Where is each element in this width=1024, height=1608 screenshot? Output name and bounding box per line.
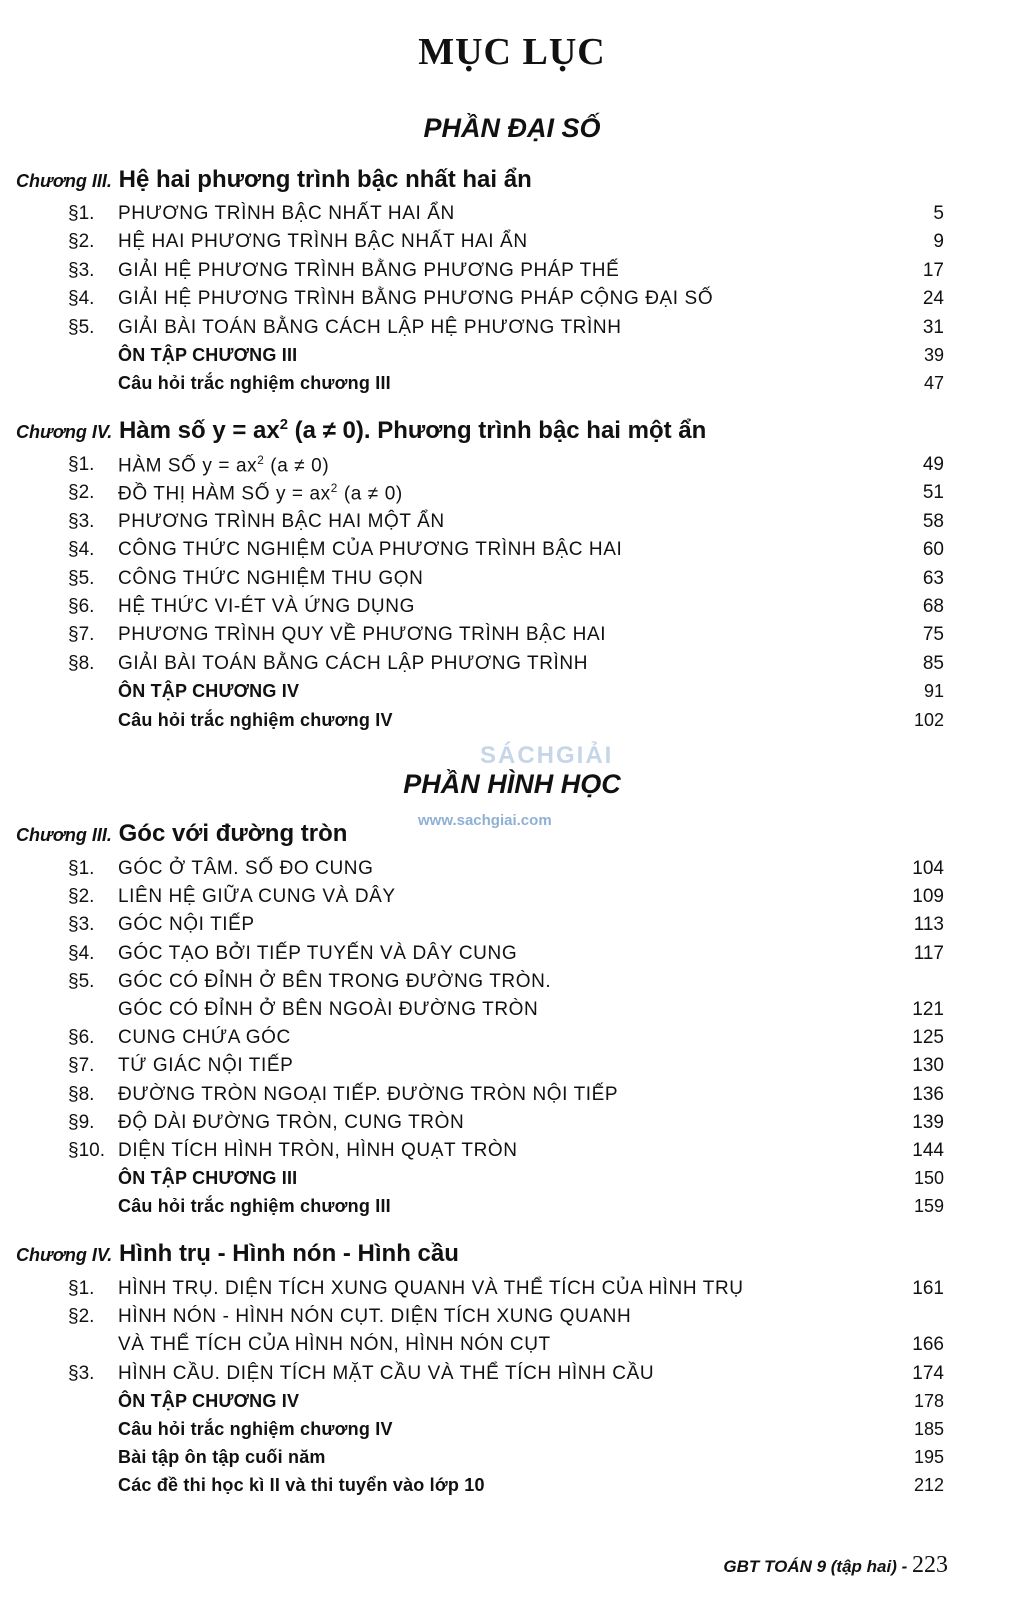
section-number: §7. xyxy=(68,624,95,646)
toc-entry xyxy=(0,511,1024,540)
section-title: ÔN TẬP CHƯƠNG III xyxy=(118,1168,298,1189)
section-title: GIẢI HỆ PHƯƠNG TRÌNH BẰNG PHƯƠNG PHÁP THẾ xyxy=(118,259,620,281)
page-number: 185 xyxy=(913,1419,944,1439)
chapter-title: Góc với đường tròn xyxy=(118,820,348,847)
page-number: 212 xyxy=(913,1475,944,1496)
toc-entry xyxy=(0,1363,1024,1392)
section-title: HÌNH TRỤ. DIỆN TÍCH XUNG QUANH VÀ THỂ TÍCH CỦA HÌNH TRỤ xyxy=(118,1278,744,1299)
section-title: GÓC CÓ ĐỈNH Ở BÊN NGOÀI ĐƯỜNG TRÒN xyxy=(118,999,539,1020)
toc-entry xyxy=(0,1196,1024,1225)
page-number: 174 xyxy=(912,1362,944,1384)
section-title: Các đề thi học kì II và thi tuyển vào lớp 10 xyxy=(118,1475,485,1496)
page-title: MỤC LỤC xyxy=(418,31,606,73)
section-number: §9. xyxy=(68,1111,95,1133)
toc-entry xyxy=(0,886,1024,915)
chapter-heading xyxy=(16,1240,459,1268)
section-title: GÓC CÓ ĐỈNH Ở BÊN TRONG ĐƯỜNG TRÒN. xyxy=(118,970,552,992)
page-number: 58 xyxy=(922,510,944,532)
toc-entry xyxy=(0,943,1024,972)
page-number: 144 xyxy=(912,1140,944,1161)
toc-entry xyxy=(0,1419,1024,1448)
page-number: 125 xyxy=(912,1027,944,1049)
section-title: ÔN TẬP CHƯƠNG IV xyxy=(118,681,300,702)
page-number: 150 xyxy=(913,1168,944,1189)
toc-entry xyxy=(0,1278,1024,1307)
page-number: 117 xyxy=(913,942,944,964)
section-title: HỆ HAI PHƯƠNG TRÌNH BẬC NHẤT HAI ẨN xyxy=(118,231,528,253)
watermark-logo: SÁCHGIẢI xyxy=(480,742,614,769)
page-footer xyxy=(723,1552,948,1579)
section-number: §4. xyxy=(68,942,95,964)
chapter-prefix: Chương III. xyxy=(16,171,112,191)
section-number: §2. xyxy=(68,231,95,253)
toc-entry xyxy=(0,1306,1024,1335)
chapter-prefix: Chương III. xyxy=(16,825,112,845)
toc-entry xyxy=(0,710,1024,739)
page-number: 139 xyxy=(912,1111,944,1133)
page-number: 68 xyxy=(922,596,944,617)
section-number: §1. xyxy=(68,203,95,224)
toc-entry xyxy=(0,1334,1024,1363)
section-title: PHƯƠNG TRÌNH BẬC HAI MỘT ẨN xyxy=(118,510,445,532)
toc-entry xyxy=(0,1112,1024,1141)
section-title: CÔNG THỨC NGHIỆM THU GỌN xyxy=(118,567,424,589)
page-number: 47 xyxy=(923,373,944,394)
section-title: PHƯƠNG TRÌNH QUY VỀ PHƯƠNG TRÌNH BẬC HAI xyxy=(118,624,607,646)
chapter-heading xyxy=(16,820,347,848)
section-title: GÓC NỘI TIẾP xyxy=(118,914,255,936)
section-title: GÓC Ở TÂM. SỐ ĐO CUNG xyxy=(118,858,374,879)
page-number: 75 xyxy=(922,624,944,646)
chapter-prefix: Chương IV. xyxy=(16,1245,113,1265)
page-number: 9 xyxy=(933,231,944,253)
section-title: ÔN TẬP CHƯƠNG IV xyxy=(118,1390,300,1411)
section-number: §5. xyxy=(68,567,95,589)
chapter-title: Hàm số $y = ax^2$ (a ≠ 0). Phương trình bậc hai một ẩn xyxy=(118,417,707,444)
page-number: 17 xyxy=(922,259,944,281)
toc-entry xyxy=(0,1027,1024,1056)
page-number: 161 xyxy=(912,1278,944,1299)
section-number: §7. xyxy=(68,1055,95,1077)
section-title: Câu hỏi trắc nghiệm chương IV xyxy=(118,709,393,730)
toc-entry xyxy=(0,1084,1024,1113)
chapter-heading xyxy=(16,166,532,194)
section-number: §2. xyxy=(68,482,95,504)
section-title: PHƯƠNG TRÌNH BẬC NHẤT HAI ẨN xyxy=(118,203,455,224)
section-title: CÔNG THỨC NGHIỆM CỦA PHƯƠNG TRÌNH BẬC HAI xyxy=(118,539,623,561)
toc-entry xyxy=(0,568,1024,597)
page-number: 195 xyxy=(913,1447,944,1468)
toc-entry xyxy=(0,1140,1024,1169)
page-number: 60 xyxy=(922,539,944,561)
toc-entry xyxy=(0,596,1024,625)
toc-entry xyxy=(0,288,1024,317)
section-number: §2. xyxy=(68,886,95,908)
section-title: DIỆN TÍCH HÌNH TRÒN, HÌNH QUẠT TRÒN xyxy=(118,1140,518,1161)
section-number: §3. xyxy=(68,914,95,936)
page-number: 31 xyxy=(922,316,944,338)
page-number: 63 xyxy=(922,567,944,589)
toc-entry xyxy=(0,1475,1024,1504)
section-title: ĐƯỜNG TRÒN NGOẠI TIẾP. ĐƯỜNG TRÒN NỘI TIẾP xyxy=(118,1083,619,1105)
page-number: 85 xyxy=(922,652,944,674)
part-title-geometry: PHẦN HÌNH HỌC xyxy=(403,769,621,799)
section-number: §1. xyxy=(68,1278,95,1299)
section-title: TỨ GIÁC NỘI TIẾP xyxy=(118,1055,294,1077)
toc-entry xyxy=(0,999,1024,1028)
section-title: Câu hỏi trắc nghiệm chương III xyxy=(118,373,391,394)
section-number: §3. xyxy=(68,259,95,281)
toc-entry xyxy=(0,317,1024,346)
page-number: 51 xyxy=(922,482,944,504)
page-number: 121 xyxy=(912,999,944,1020)
toc-entry xyxy=(0,345,1024,374)
section-title: GIẢI BÀI TOÁN BẰNG CÁCH LẬP PHƯƠNG TRÌNH xyxy=(118,652,589,674)
toc-entry xyxy=(0,482,1024,511)
toc-entry xyxy=(0,539,1024,568)
page-number: 166 xyxy=(912,1334,944,1356)
page-number: 178 xyxy=(913,1390,944,1411)
section-title: HÀM SỐ $y = ax^2$ (a ≠ 0) xyxy=(118,454,330,477)
section-title: GÓC TẠO BỞI TIẾP TUYẾN VÀ DÂY CUNG xyxy=(118,942,518,964)
toc-entry xyxy=(0,914,1024,943)
section-title: Bài tập ôn tập cuối năm xyxy=(118,1447,326,1468)
page-number: 113 xyxy=(913,914,944,936)
chapter-heading xyxy=(16,417,706,445)
toc-entry xyxy=(0,260,1024,289)
section-number: §5. xyxy=(68,970,95,992)
watermark-url: www.sachgiai.com xyxy=(418,812,552,829)
page-number: 104 xyxy=(912,858,944,879)
page-number: 91 xyxy=(923,681,944,702)
toc-entry xyxy=(0,681,1024,710)
section-number: §3. xyxy=(68,510,95,532)
section-title: ÔN TẬP CHƯƠNG III xyxy=(118,345,298,365)
toc-entry xyxy=(0,971,1024,1000)
section-number: §10. xyxy=(68,1140,105,1161)
toc-entry xyxy=(0,231,1024,260)
section-title: HỆ THỨC VI-ÉT VÀ ỨNG DỤNG xyxy=(118,596,415,617)
section-number: §2. xyxy=(68,1306,95,1328)
footer-book-title: GBT TOÁN 9 (tập hai) - xyxy=(723,1557,908,1576)
section-number: §8. xyxy=(68,652,95,674)
section-number: §3. xyxy=(68,1362,95,1384)
section-title: GIẢI HỆ PHƯƠNG TRÌNH BẰNG PHƯƠNG PHÁP CỘNG ĐẠI SỐ xyxy=(118,288,714,310)
footer-page-number: 223 xyxy=(912,1552,948,1578)
toc-entry xyxy=(0,373,1024,402)
toc-entry xyxy=(0,454,1024,483)
section-title: Câu hỏi trắc nghiệm chương III xyxy=(118,1196,391,1217)
toc-entry xyxy=(0,858,1024,887)
toc-entry xyxy=(0,1391,1024,1420)
section-title: GIẢI BÀI TOÁN BẰNG CÁCH LẬP HỆ PHƯƠNG TRÌNH xyxy=(118,316,622,338)
toc-entry xyxy=(0,203,1024,232)
toc-entry xyxy=(0,1447,1024,1476)
page-number: 5 xyxy=(933,203,944,224)
page-number: 102 xyxy=(913,709,944,730)
section-title: HÌNH CẦU. DIỆN TÍCH MẶT CẦU VÀ THỂ TÍCH HÌNH CẦU xyxy=(118,1362,655,1384)
section-title: ĐỒ THỊ HÀM SỐ $y = ax^2$ (a ≠ 0) xyxy=(118,482,403,505)
section-number: §8. xyxy=(68,1083,95,1105)
toc-entry xyxy=(0,1168,1024,1197)
toc-entry xyxy=(0,1055,1024,1084)
section-number: §6. xyxy=(68,1027,95,1049)
section-title: CUNG CHỨA GÓC xyxy=(118,1027,291,1049)
section-number: §6. xyxy=(68,596,95,617)
page-number: 39 xyxy=(923,345,944,365)
section-number: §1. xyxy=(68,454,95,475)
section-number: §4. xyxy=(68,539,95,561)
section-number: §1. xyxy=(68,858,95,879)
section-number: §4. xyxy=(68,288,95,310)
page-number: 130 xyxy=(912,1055,944,1077)
section-title: HÌNH NÓN - HÌNH NÓN CỤT. DIỆN TÍCH XUNG QUANH xyxy=(118,1306,632,1328)
page-number: 136 xyxy=(912,1083,944,1105)
page-number: 159 xyxy=(913,1196,944,1217)
chapter-title: Hình trụ - Hình nón - Hình cầu xyxy=(118,1240,459,1267)
section-title: LIÊN HỆ GIỮA CUNG VÀ DÂY xyxy=(118,886,396,908)
section-title: Câu hỏi trắc nghiệm chương IV xyxy=(118,1419,393,1439)
toc-entry xyxy=(0,653,1024,682)
toc-entry xyxy=(0,624,1024,653)
chapter-title: Hệ hai phương trình bậc nhất hai ẩn xyxy=(118,166,532,193)
page-number: 24 xyxy=(922,288,944,310)
page-number: 109 xyxy=(912,886,944,908)
chapter-prefix: Chương IV. xyxy=(16,422,113,442)
section-title: VÀ THỂ TÍCH CỦA HÌNH NÓN, HÌNH NÓN CỤT xyxy=(118,1334,551,1356)
section-title: ĐỘ DÀI ĐƯỜNG TRÒN, CUNG TRÒN xyxy=(118,1111,465,1133)
section-number: §5. xyxy=(68,316,95,338)
part-title-algebra: PHẦN ĐẠI SỐ xyxy=(423,113,601,143)
page-number: 49 xyxy=(922,454,944,475)
